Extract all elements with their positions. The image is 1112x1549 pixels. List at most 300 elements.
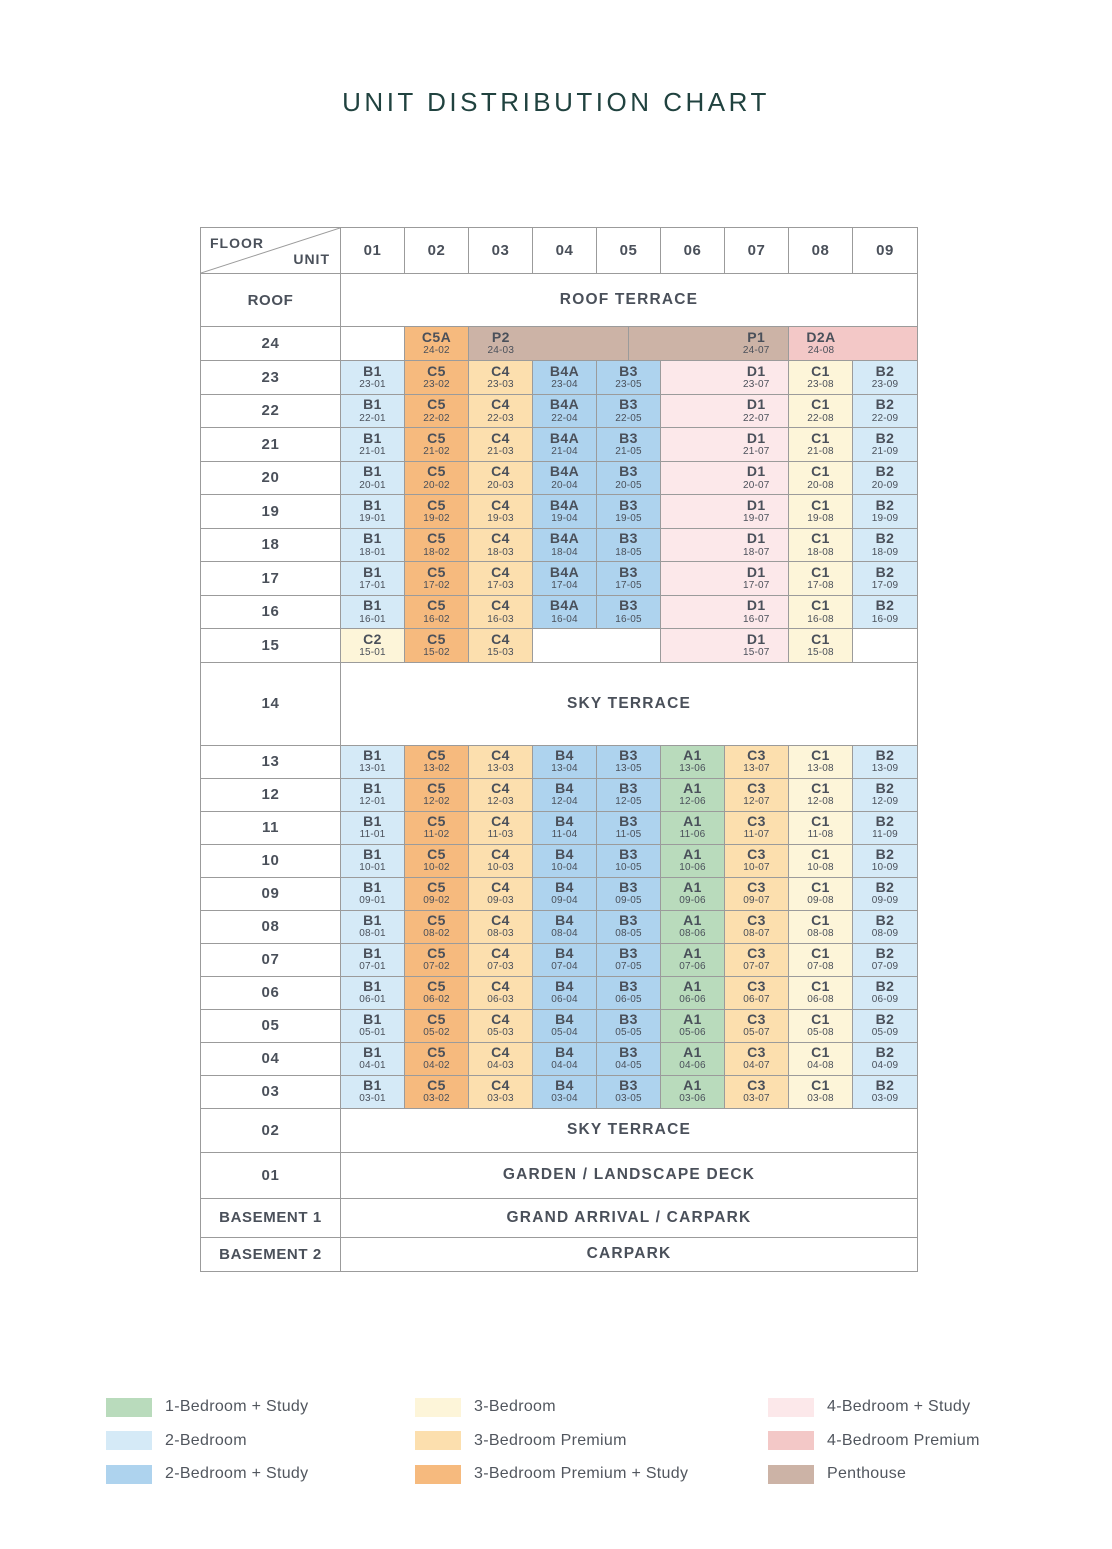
unit-type-code: B4A — [549, 396, 580, 413]
floor-label-cell: 09 — [201, 878, 341, 910]
unit-number: 03-02 — [423, 1093, 450, 1105]
unit-label — [679, 1078, 706, 1105]
floor-row-17 — [201, 562, 917, 596]
unit-label — [550, 464, 579, 491]
unit-number: 16-07 — [742, 613, 770, 625]
unit-label — [743, 781, 770, 808]
unit-cell-12-06 — [661, 779, 725, 811]
unit-number: 11-07 — [743, 829, 770, 841]
unit-label — [872, 946, 899, 973]
unit-type-code: C1 — [811, 530, 830, 547]
unit-cell-13-04 — [533, 746, 597, 778]
floor-label-cell: 12 — [201, 779, 341, 811]
unit-label — [615, 498, 642, 525]
unit-number: 13-02 — [423, 763, 450, 775]
unit-number: 17-03 — [487, 580, 514, 592]
unit-label — [807, 748, 834, 775]
unit-number: 18-04 — [551, 546, 578, 558]
floor-row-basement-2 — [201, 1238, 917, 1271]
unit-cell-07-05 — [597, 944, 661, 976]
unit-column-header-08: 08 — [789, 228, 853, 273]
floor-label-cell: 17 — [201, 562, 341, 595]
unit-label — [725, 598, 789, 625]
unit-cell-12-04 — [533, 779, 597, 811]
unit-number: 19-04 — [551, 513, 578, 525]
unit-type-code: B1 — [363, 597, 382, 614]
unit-number: 20-09 — [871, 479, 899, 491]
unit-type-code: B4 — [555, 780, 574, 797]
unit-cell-03-01 — [341, 1076, 405, 1108]
legend-swatch-2brs — [106, 1465, 152, 1484]
unit-type-code: B4A — [549, 496, 580, 513]
unit-cell-23-09 — [853, 361, 917, 394]
unit-type-code: P2 — [491, 329, 510, 346]
unit-type-code: D1 — [746, 496, 766, 513]
floor-row-21 — [201, 428, 917, 462]
unit-cell-12-09 — [853, 779, 917, 811]
unit-number: 20-04 — [551, 479, 578, 491]
unit-label — [359, 1045, 386, 1072]
unit-number: 18-07 — [742, 546, 770, 558]
unit-label — [359, 979, 386, 1006]
unit-cell-23-07 — [661, 361, 789, 394]
unit-cell-05-03 — [469, 1010, 533, 1042]
unit-number: 13-06 — [679, 763, 706, 775]
unit-cell-06-06 — [661, 977, 725, 1009]
unit-type-code: B4A — [549, 530, 580, 547]
unit-cell-22-07 — [661, 395, 789, 428]
unit-label — [359, 598, 386, 625]
unit-cell-05-05 — [597, 1010, 661, 1042]
unit-number: 21-02 — [423, 446, 450, 458]
unit-number: 16-02 — [423, 613, 450, 625]
unit-number: 21-05 — [615, 446, 642, 458]
unit-number: 05-09 — [871, 1027, 899, 1039]
unit-number: 18-09 — [871, 546, 899, 558]
unit-number: 05-04 — [551, 1027, 578, 1039]
legend-swatch-3br — [415, 1398, 461, 1417]
unit-number: 10-06 — [679, 862, 706, 874]
unit-label — [423, 1078, 450, 1105]
unit-cell-empty — [853, 629, 917, 662]
floor-row-08 — [201, 911, 917, 944]
legend-item-3brp — [415, 1431, 627, 1451]
unit-cell-06-01 — [341, 977, 405, 1009]
unit-cell-22-09 — [853, 395, 917, 428]
unit-label — [872, 1012, 899, 1039]
unit-number: 17-08 — [807, 580, 834, 592]
unit-type-code: B4 — [555, 879, 574, 896]
unit-type-code: B2 — [875, 945, 895, 962]
unit-cell-13-03 — [469, 746, 533, 778]
unit-cell-05-06 — [661, 1010, 725, 1042]
unit-type-code: C5 — [427, 362, 446, 379]
unit-cell-21-09 — [853, 428, 917, 461]
unit-label — [551, 748, 578, 775]
unit-cell-18-04 — [533, 529, 597, 562]
unit-cell-03-02 — [405, 1076, 469, 1108]
unit-number: 06-08 — [807, 994, 834, 1006]
unit-label — [743, 847, 770, 874]
unit-number: 05-06 — [679, 1027, 706, 1039]
unit-number: 04-05 — [615, 1060, 642, 1072]
unit-number: 07-02 — [423, 961, 450, 973]
unit-label — [725, 531, 789, 558]
unit-label — [423, 397, 450, 424]
legend-swatch-3brp — [415, 1431, 461, 1450]
unit-number: 23-08 — [807, 379, 834, 391]
unit-cell-10-01 — [341, 845, 405, 877]
unit-number: 12-02 — [423, 796, 450, 808]
unit-number: 15-02 — [423, 647, 450, 659]
unit-cell-05-08 — [789, 1010, 853, 1042]
unit-label — [359, 1012, 386, 1039]
unit-type-code: C1 — [811, 945, 830, 962]
unit-number: 17-02 — [423, 580, 450, 592]
unit-type-code: B1 — [363, 429, 382, 446]
unit-type-code: B1 — [363, 1044, 382, 1061]
floor-label-cell: 06 — [201, 977, 341, 1009]
unit-type-code: C5 — [427, 597, 446, 614]
unit-label — [615, 781, 642, 808]
legend-label-ph: Penthouse — [827, 1465, 907, 1483]
unit-label — [615, 364, 642, 391]
unit-label — [872, 979, 899, 1006]
unit-type-code: D1 — [746, 630, 766, 647]
unit-number: 03-01 — [359, 1093, 386, 1105]
legend-item-4brs — [768, 1397, 970, 1417]
unit-label — [359, 397, 386, 424]
unit-label — [359, 498, 386, 525]
unit-number: 19-01 — [359, 513, 386, 525]
floor-label-cell: 07 — [201, 944, 341, 976]
unit-cell-10-09 — [853, 845, 917, 877]
unit-cell-06-04 — [533, 977, 597, 1009]
unit-column-header-09: 09 — [876, 242, 894, 259]
unit-number: 12-08 — [807, 796, 834, 808]
unit-label — [807, 1045, 834, 1072]
unit-number: 09-04 — [551, 895, 578, 907]
unit-cell-12-03 — [469, 779, 533, 811]
unit-type-code: B1 — [363, 362, 382, 379]
unit-cell-13-01 — [341, 746, 405, 778]
unit-number: 20-02 — [423, 479, 450, 491]
unit-number: 19-08 — [807, 513, 834, 525]
floor-label-cell: 14 — [201, 663, 341, 745]
unit-number: 13-03 — [487, 763, 514, 775]
floor-row-04 — [201, 1043, 917, 1076]
unit-label — [550, 364, 579, 391]
floor-row-15 — [201, 629, 917, 663]
unit-cell-24-08 — [789, 327, 917, 360]
unit-type-code: C4 — [491, 362, 510, 379]
unit-label — [550, 397, 579, 424]
unit-label — [725, 464, 789, 491]
unit-type-code: A1 — [683, 780, 702, 797]
unit-number: 05-08 — [807, 1027, 834, 1039]
unit-number: 06-07 — [743, 994, 770, 1006]
floor-row-09 — [201, 878, 917, 911]
merged-cell-carpark: CARPARK — [586, 1245, 672, 1262]
unit-number: 07-05 — [615, 961, 642, 973]
unit-cell-09-03 — [469, 878, 533, 910]
unit-cell-05-09 — [853, 1010, 917, 1042]
unit-type-code: C3 — [747, 945, 766, 962]
unit-type-code: B1 — [363, 496, 382, 513]
floor-row-13 — [201, 746, 917, 779]
unit-number: 12-04 — [551, 796, 578, 808]
unit-number: 08-05 — [615, 928, 642, 940]
unit-distribution-table — [200, 227, 918, 1272]
unit-type-code: C4 — [491, 1044, 510, 1061]
unit-number: 11-05 — [615, 829, 642, 841]
unit-label — [615, 397, 642, 424]
unit-cell-03-04 — [533, 1076, 597, 1108]
unit-label — [359, 913, 386, 940]
unit-type-code: B3 — [619, 879, 638, 896]
unit-label — [551, 880, 578, 907]
unit-cell-08-09 — [853, 911, 917, 943]
unit-type-code: B4 — [555, 747, 574, 764]
unit-cell-12-01 — [341, 779, 405, 811]
legend-item-ph — [768, 1464, 906, 1484]
unit-label — [679, 847, 706, 874]
unit-number: 17-04 — [551, 580, 578, 592]
unit-type-code: C4 — [491, 463, 510, 480]
floor-label-cell: 01 — [201, 1153, 341, 1198]
unit-number: 09-02 — [423, 895, 450, 907]
unit-number: 03-06 — [679, 1093, 706, 1105]
unit-label — [615, 946, 642, 973]
unit-type-code: C1 — [811, 429, 830, 446]
unit-type-code: C4 — [491, 597, 510, 614]
unit-label — [615, 565, 642, 592]
unit-label — [487, 781, 514, 808]
unit-number: 06-04 — [551, 994, 578, 1006]
unit-label — [616, 814, 642, 841]
unit-cell-04-01 — [341, 1043, 405, 1075]
unit-label — [743, 880, 770, 907]
unit-cell-11-02 — [405, 812, 469, 844]
unit-cell-12-08 — [789, 779, 853, 811]
unit-label — [423, 781, 450, 808]
unit-label — [872, 814, 898, 841]
unit-label — [424, 814, 450, 841]
unit-number: 17-01 — [359, 580, 386, 592]
unit-label — [423, 565, 450, 592]
unit-type-code: C4 — [491, 1077, 510, 1094]
unit-type-code: C1 — [811, 846, 830, 863]
unit-label — [552, 814, 578, 841]
unit-number: 19-02 — [423, 513, 450, 525]
unit-number: 11-08 — [807, 829, 834, 841]
unit-label — [743, 913, 770, 940]
floor-row-23 — [201, 361, 917, 395]
unit-label — [872, 431, 899, 458]
unit-number: 22-04 — [551, 412, 578, 424]
unit-type-code: C5 — [427, 780, 446, 797]
unit-number: 09-06 — [679, 895, 706, 907]
unit-number: 11-03 — [487, 829, 514, 841]
unit-cell-21-08 — [789, 428, 853, 461]
unit-type-code: C1 — [811, 630, 830, 647]
floor-row-11 — [201, 812, 917, 845]
unit-cell-08-07 — [725, 911, 789, 943]
unit-cell-07-07 — [725, 944, 789, 976]
unit-cell-16-07 — [661, 596, 789, 629]
unit-type-code: C5 — [427, 747, 446, 764]
floor-label-cell: BASEMENT 1 — [201, 1199, 341, 1237]
legend-swatch-4brs — [768, 1398, 814, 1417]
unit-number: 08-02 — [423, 928, 450, 940]
unit-label — [679, 880, 706, 907]
unit-type-code: B1 — [363, 396, 382, 413]
unit-number: 15-08 — [807, 647, 834, 659]
unit-label — [487, 1045, 514, 1072]
unit-number: 03-07 — [743, 1093, 770, 1105]
unit-number: 03-05 — [615, 1093, 642, 1105]
unit-number: 16-08 — [807, 613, 834, 625]
unit-number: 05-02 — [423, 1027, 450, 1039]
unit-type-code: B4 — [555, 1011, 574, 1028]
unit-cell-11-01 — [341, 812, 405, 844]
unit-label — [487, 464, 514, 491]
unit-cell-21-07 — [661, 428, 789, 461]
unit-number: 23-02 — [423, 379, 450, 391]
floor-label-cell: 23 — [201, 361, 341, 394]
unit-type-code: A1 — [683, 1044, 702, 1061]
unit-cell-06-02 — [405, 977, 469, 1009]
unit-label — [551, 913, 578, 940]
unit-type-code: C5 — [427, 846, 446, 863]
unit-number: 05-05 — [615, 1027, 642, 1039]
unit-cell-11-05 — [597, 812, 661, 844]
unit-number: 16-09 — [871, 613, 899, 625]
unit-label — [487, 913, 514, 940]
floor-label-cell: 10 — [201, 845, 341, 877]
unit-type-code: B3 — [619, 912, 638, 929]
unit-number: 07-03 — [487, 961, 514, 973]
unit-cell-10-06 — [661, 845, 725, 877]
floor-label-cell: 02 — [201, 1109, 341, 1152]
unit-label — [808, 814, 834, 841]
unit-type-code: D2A — [806, 329, 836, 346]
unit-cell-20-04 — [533, 462, 597, 495]
unit-number: 10-03 — [487, 862, 514, 874]
unit-type-code: C1 — [811, 747, 830, 764]
unit-number: 04-07 — [743, 1060, 770, 1072]
unit-number: 09-08 — [807, 895, 834, 907]
unit-column-header-04: 04 — [533, 228, 597, 273]
legend-item-2br — [106, 1431, 247, 1451]
floor-label-cell: 19 — [201, 495, 341, 528]
unit-label — [679, 1045, 706, 1072]
unit-type-code: B1 — [363, 846, 382, 863]
unit-label — [872, 364, 899, 391]
unit-number: 17-05 — [615, 580, 642, 592]
unit-cell-16-01 — [341, 596, 405, 629]
unit-label — [487, 847, 514, 874]
unit-number: 13-04 — [551, 763, 578, 775]
unit-number: 21-04 — [551, 446, 578, 458]
unit-label — [359, 1078, 386, 1105]
unit-number: 21-09 — [871, 446, 899, 458]
unit-label — [807, 464, 834, 491]
unit-number: 08-04 — [551, 928, 578, 940]
unit-cell-03-03 — [469, 1076, 533, 1108]
unit-label — [487, 1078, 514, 1105]
unit-cell-24-03 — [469, 327, 629, 360]
unit-number: 10-09 — [871, 862, 899, 874]
unit-label — [487, 531, 514, 558]
unit-label — [872, 880, 899, 907]
unit-cell-22-04 — [533, 395, 597, 428]
unit-number: 23-05 — [615, 379, 642, 391]
unit-cell-19-08 — [789, 495, 853, 528]
unit-cell-04-03 — [469, 1043, 533, 1075]
unit-cell-17-07 — [661, 562, 789, 595]
unit-number: 04-03 — [487, 1060, 514, 1072]
unit-label — [807, 632, 834, 659]
unit-label — [615, 913, 642, 940]
unit-number: 18-05 — [615, 546, 642, 558]
unit-type-code: C3 — [747, 912, 766, 929]
unit-type-code: B3 — [619, 747, 638, 764]
unit-number: 22-07 — [742, 412, 770, 424]
unit-cell-08-06 — [661, 911, 725, 943]
unit-label — [423, 531, 450, 558]
unit-label — [679, 748, 706, 775]
floor-header-label: FLOOR — [210, 235, 264, 251]
unit-type-code: D1 — [746, 463, 766, 480]
unit-number: 08-06 — [679, 928, 706, 940]
unit-type-code: B4A — [549, 362, 580, 379]
floor-row-18 — [201, 529, 917, 563]
floor-label-cell: 08 — [201, 911, 341, 943]
merged-cell-roof-terrace: ROOF TERRACE — [559, 291, 699, 308]
unit-number: 06-02 — [423, 994, 450, 1006]
floor-row-20 — [201, 462, 917, 496]
unit-label — [423, 464, 450, 491]
unit-type-code: B2 — [875, 747, 895, 764]
unit-label — [743, 1078, 770, 1105]
unit-label — [423, 880, 450, 907]
unit-label — [872, 598, 899, 625]
unit-number: 24-02 — [423, 345, 450, 357]
unit-type-code: C4 — [491, 630, 510, 647]
unit-number: 06-01 — [359, 994, 386, 1006]
unit-cell-17-09 — [853, 562, 917, 595]
unit-type-code: B2 — [875, 1044, 895, 1061]
unit-number: 06-06 — [679, 994, 706, 1006]
unit-cell-13-07 — [725, 746, 789, 778]
unit-label — [872, 565, 899, 592]
unit-type-code: B4 — [555, 846, 574, 863]
unit-cell-03-07 — [725, 1076, 789, 1108]
legend-item-4brp — [768, 1431, 980, 1451]
unit-cell-04-09 — [853, 1043, 917, 1075]
unit-label — [807, 847, 834, 874]
unit-cell-20-08 — [789, 462, 853, 495]
legend-item-3br — [415, 1397, 556, 1417]
unit-number: 09-07 — [743, 895, 770, 907]
unit-cell-04-06 — [661, 1043, 725, 1075]
unit-number: 15-01 — [359, 647, 386, 659]
unit-number: 18-03 — [487, 546, 514, 558]
unit-cell-17-08 — [789, 562, 853, 595]
unit-type-code: B3 — [619, 945, 638, 962]
unit-cell-16-04 — [533, 596, 597, 629]
